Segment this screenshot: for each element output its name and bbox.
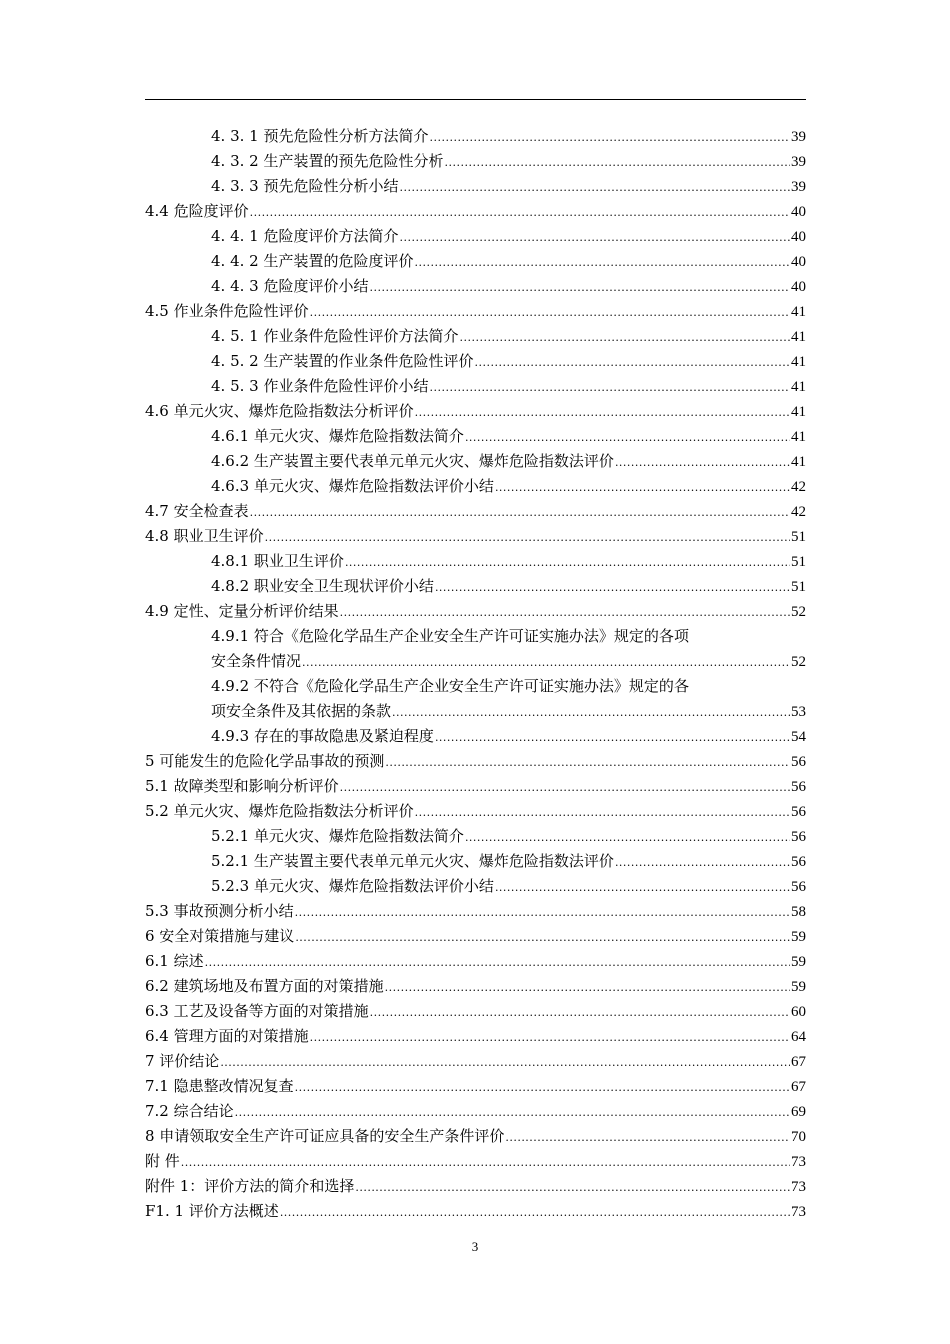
toc-page-number: 73 <box>791 1204 806 1220</box>
toc-entry-label: 4.6.2 生产装置主要代表单元单元火灾、爆炸危险指数法评价 <box>211 452 614 470</box>
toc-page-number: 40 <box>791 254 806 270</box>
toc-page-number: 41 <box>791 329 806 345</box>
dot-leader <box>220 1050 790 1074</box>
toc-entry[interactable] <box>145 174 806 199</box>
toc-entry-label: 4.8.2 职业安全卫生现状评价小结 <box>211 577 434 595</box>
dot-leader <box>435 725 790 749</box>
toc-entry-label: 附件 1：评价方法的简介和选择 <box>145 1177 355 1195</box>
toc-page-number: 51 <box>791 529 806 545</box>
toc-entry[interactable] <box>145 399 806 424</box>
dot-leader <box>459 325 790 349</box>
toc-entry-label: F1. 1 评价方法概述 <box>145 1202 279 1220</box>
toc-entry[interactable] <box>145 849 806 874</box>
toc-entry[interactable] <box>145 924 806 949</box>
toc-entry[interactable] <box>145 574 806 599</box>
toc-page-number: 42 <box>791 504 806 520</box>
toc-entry-label: 4.9.1 符合《危险化学品生产企业安全生产许可证实施办法》规定的各项 <box>211 627 689 645</box>
toc-entry-label: 5.2.1 生产装置主要代表单元单元火灾、爆炸危险指数法评价 <box>211 852 614 870</box>
dot-leader <box>465 425 790 449</box>
toc-entry-label: 安全条件情况 <box>211 652 302 670</box>
toc-entry[interactable] <box>145 1049 806 1074</box>
toc-entry-label: 4.9.3 存在的事故隐患及紧迫程度 <box>211 727 434 745</box>
dot-leader <box>505 1125 790 1149</box>
table-of-contents <box>145 124 806 1224</box>
toc-page-number: 41 <box>791 354 806 370</box>
toc-page-number: 56 <box>791 854 806 870</box>
toc-entry-label: 5.1 故障类型和影响分析评价 <box>145 777 339 795</box>
dot-leader <box>474 350 790 374</box>
toc-entry[interactable] <box>145 349 806 374</box>
toc-entry[interactable] <box>145 449 806 474</box>
toc-entry[interactable] <box>145 499 806 524</box>
toc-entry-label: 4.5 作业条件危险性评价 <box>145 302 309 320</box>
toc-page-number: 41 <box>791 429 806 445</box>
dot-leader <box>181 1150 790 1174</box>
dot-leader <box>415 800 790 824</box>
dot-leader <box>302 650 790 674</box>
dot-leader <box>495 875 790 899</box>
toc-entry[interactable] <box>145 249 806 274</box>
toc-entry-label: 5.3 事故预测分析小结 <box>145 902 294 920</box>
toc-page-number: 67 <box>791 1054 806 1070</box>
toc-entry[interactable] <box>145 899 806 924</box>
toc-entry[interactable] <box>145 474 806 499</box>
header-rule <box>145 99 806 100</box>
toc-entry-label: 4.8 职业卫生评价 <box>145 527 264 545</box>
toc-page-number: 51 <box>791 554 806 570</box>
dot-leader <box>615 850 790 874</box>
toc-entry-label: 7 评价结论 <box>145 1052 220 1070</box>
toc-page-number: 41 <box>791 454 806 470</box>
toc-entry[interactable] <box>145 999 806 1024</box>
toc-entry-label: 4. 3. 1 预先危险性分析方法简介 <box>211 127 429 145</box>
toc-entry-label: 项安全条件及其依据的条款 <box>211 702 392 720</box>
toc-page-number: 39 <box>791 129 806 145</box>
toc-entry[interactable] <box>145 1199 806 1224</box>
toc-entry[interactable] <box>145 824 806 849</box>
toc-entry[interactable] <box>145 1149 806 1174</box>
dot-leader <box>392 700 790 724</box>
toc-entry-label: 6.1 综述 <box>145 952 204 970</box>
page-number: 3 <box>471 1239 479 1254</box>
dot-leader <box>295 900 790 924</box>
dot-leader <box>385 750 790 774</box>
toc-entry-label: 附 件 <box>145 1152 180 1170</box>
toc-page-number: 53 <box>791 704 806 720</box>
toc-entry-label: 5.2.1 单元火灾、爆炸危险指数法简介 <box>211 827 464 845</box>
toc-page-number: 40 <box>791 279 806 295</box>
dot-leader <box>415 400 790 424</box>
toc-page-number: 73 <box>791 1154 806 1170</box>
toc-page-number: 41 <box>791 404 806 420</box>
toc-entry-label: 4. 5. 3 作业条件危险性评价小结 <box>211 377 429 395</box>
dot-leader <box>265 525 790 549</box>
toc-entry-4-9-2[interactable] <box>145 674 806 724</box>
toc-entry[interactable] <box>145 974 806 999</box>
dot-leader <box>444 150 790 174</box>
toc-page-number: 64 <box>791 1029 806 1045</box>
toc-entry-label: 4.6.3 单元火灾、爆炸危险指数法评价小结 <box>211 477 494 495</box>
toc-entry[interactable] <box>145 124 806 149</box>
toc-entry[interactable] <box>145 549 806 574</box>
dot-leader <box>429 125 790 149</box>
toc-entry[interactable] <box>145 274 806 299</box>
toc-entry-label: 4.9 定性、定量分析评价结果 <box>145 602 339 620</box>
toc-entry[interactable] <box>145 299 806 324</box>
toc-entry-label: 7.1 隐患整改情况复查 <box>145 1077 294 1095</box>
dot-leader <box>385 975 790 999</box>
toc-entry-label: 7.2 综合结论 <box>145 1102 234 1120</box>
dot-leader <box>340 775 790 799</box>
dot-leader <box>355 1175 790 1199</box>
toc-entry-4-9-1[interactable] <box>145 624 806 674</box>
toc-page-number: 41 <box>791 379 806 395</box>
toc-entry-label: 4. 5. 1 作业条件危险性评价方法简介 <box>211 327 459 345</box>
toc-entry-label: 4. 3. 2 生产装置的预先危险性分析 <box>211 152 444 170</box>
toc-page-number: 69 <box>791 1104 806 1120</box>
toc-entry-label: 4.9.2 不符合《危险化学品生产企业安全生产许可证实施办法》规定的各 <box>211 677 689 695</box>
toc-page-number: 39 <box>791 154 806 170</box>
toc-entry[interactable] <box>145 599 806 624</box>
toc-page-number: 59 <box>791 929 806 945</box>
toc-page-number: 56 <box>791 804 806 820</box>
toc-entry[interactable] <box>145 724 806 749</box>
dot-leader <box>280 1200 790 1224</box>
dot-leader <box>435 575 790 599</box>
toc-entry[interactable] <box>145 799 806 824</box>
toc-page-number: 58 <box>791 904 806 920</box>
toc-page-number: 39 <box>791 179 806 195</box>
toc-entry-label: 4.4 危险度评价 <box>145 202 249 220</box>
dot-leader <box>399 175 790 199</box>
toc-entry-label: 8 申请领取安全生产许可证应具备的安全生产条件评价 <box>145 1127 505 1145</box>
toc-page-number: 56 <box>791 779 806 795</box>
toc-page-number: 42 <box>791 479 806 495</box>
toc-page-number: 67 <box>791 1079 806 1095</box>
toc-page-number: 40 <box>791 229 806 245</box>
dot-leader <box>495 475 790 499</box>
toc-entry[interactable] <box>145 774 806 799</box>
dot-leader <box>235 1100 790 1124</box>
toc-entry[interactable] <box>145 424 806 449</box>
toc-entry[interactable] <box>145 949 806 974</box>
toc-entry-label: 4.6.1 单元火灾、爆炸危险指数法简介 <box>211 427 464 445</box>
toc-page-number: 70 <box>791 1129 806 1145</box>
toc-entry[interactable] <box>145 1024 806 1049</box>
dot-leader <box>465 825 790 849</box>
dot-leader <box>295 1075 790 1099</box>
toc-entry[interactable] <box>145 199 806 224</box>
toc-page-number: 73 <box>791 1179 806 1195</box>
toc-entry-label: 5 可能发生的危险化学品事故的预测 <box>145 752 385 770</box>
toc-entry-label: 6.2 建筑场地及布置方面的对策措施 <box>145 977 384 995</box>
toc-group-part2 <box>145 724 806 1224</box>
toc-entry[interactable] <box>145 324 806 349</box>
dot-leader <box>369 275 790 299</box>
dot-leader <box>429 375 790 399</box>
toc-entry[interactable] <box>145 749 806 774</box>
dot-leader <box>414 250 790 274</box>
toc-page-number: 54 <box>791 729 806 745</box>
toc-entry-label: 6.3 工艺及设备等方面的对策措施 <box>145 1002 369 1020</box>
toc-page-number: 52 <box>791 604 806 620</box>
dot-leader <box>399 225 790 249</box>
toc-entry[interactable] <box>145 1174 806 1199</box>
toc-page-number: 52 <box>791 654 806 670</box>
toc-entry-label: 6.4 管理方面的对策措施 <box>145 1027 309 1045</box>
toc-page-number: 56 <box>791 879 806 895</box>
toc-entry-label: 4.8.1 职业卫生评价 <box>211 552 344 570</box>
toc-page-number: 60 <box>791 1004 806 1020</box>
dot-leader <box>345 550 790 574</box>
toc-entry[interactable] <box>145 1074 806 1099</box>
dot-leader <box>310 300 790 324</box>
toc-page-number: 56 <box>791 754 806 770</box>
toc-entry[interactable] <box>145 374 806 399</box>
toc-page-number: 59 <box>791 979 806 995</box>
toc-entry-label: 4. 4. 1 危险度评价方法简介 <box>211 227 399 245</box>
dot-leader <box>310 1025 790 1049</box>
toc-entry[interactable] <box>145 1124 806 1149</box>
toc-entry-label: 5.2 单元火灾、爆炸危险指数法分析评价 <box>145 802 414 820</box>
toc-entry-label: 6 安全对策措施与建议 <box>145 927 295 945</box>
toc-entry[interactable] <box>145 224 806 249</box>
toc-entry[interactable] <box>145 1099 806 1124</box>
toc-page-number: 56 <box>791 829 806 845</box>
dot-leader <box>295 925 790 949</box>
toc-group-part1 <box>145 124 806 624</box>
toc-entry-label: 4. 5. 2 生产装置的作业条件危险性评价 <box>211 352 474 370</box>
toc-entry-label: 5.2.3 单元火灾、爆炸危险指数法评价小结 <box>211 877 494 895</box>
dot-leader <box>250 500 790 524</box>
toc-page-number: 41 <box>791 304 806 320</box>
toc-entry[interactable] <box>145 874 806 899</box>
toc-entry-label: 4. 4. 2 生产装置的危险度评价 <box>211 252 414 270</box>
toc-page-number: 40 <box>791 204 806 220</box>
dot-leader <box>340 600 790 624</box>
toc-entry-label: 4. 4. 3 危险度评价小结 <box>211 277 369 295</box>
dot-leader <box>370 1000 790 1024</box>
dot-leader <box>250 200 790 224</box>
toc-entry-label: 4. 3. 3 预先危险性分析小结 <box>211 177 399 195</box>
toc-entry-label: 4.6 单元火灾、爆炸危险指数法分析评价 <box>145 402 414 420</box>
dot-leader <box>205 950 790 974</box>
dot-leader <box>615 450 790 474</box>
toc-entry[interactable] <box>145 149 806 174</box>
toc-entry[interactable] <box>145 524 806 549</box>
toc-page-number: 59 <box>791 954 806 970</box>
toc-page-number: 51 <box>791 579 806 595</box>
toc-entry-label: 4.7 安全检查表 <box>145 502 249 520</box>
